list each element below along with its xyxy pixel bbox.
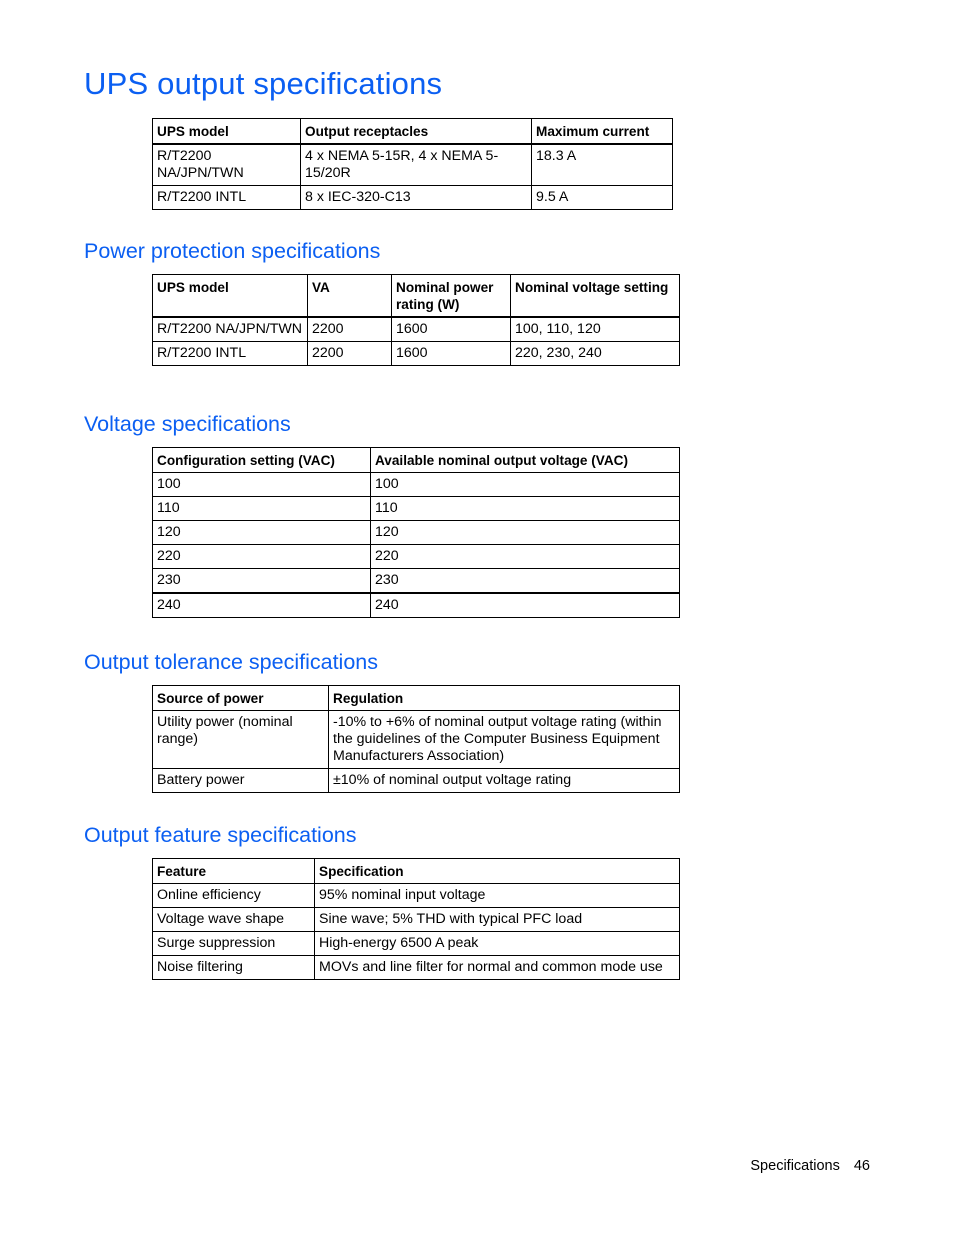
section-heading-output-feature: Output feature specifications: [84, 823, 357, 847]
table-cell: 95% nominal input voltage: [315, 884, 680, 908]
column-header: Maximum current: [532, 119, 673, 145]
table-row: [153, 317, 680, 342]
table-cell: 8 x IEC-320-C13: [301, 186, 532, 210]
column-header: Available nominal output voltage (VAC): [371, 448, 680, 473]
table-cell: 100, 110, 120: [511, 317, 680, 342]
table-header-row: [153, 119, 673, 145]
table-cell: 9.5 A: [532, 186, 673, 210]
table-row: [153, 186, 673, 210]
table-header-row: [153, 859, 680, 884]
output-feature-table: [152, 858, 680, 980]
table-cell: 220, 230, 240: [511, 342, 680, 366]
table-cell: Surge suppression: [153, 932, 315, 956]
table-row: [153, 956, 680, 980]
table-row: [153, 711, 680, 769]
section-heading-output-tolerance: Output tolerance specifications: [84, 650, 378, 674]
table-cell: 18.3 A: [532, 144, 673, 186]
section-heading-voltage: Voltage specifications: [84, 412, 291, 436]
table-header-row: [153, 448, 680, 473]
table-cell: Utility power (nominal range): [153, 711, 329, 769]
table-cell: 230: [153, 569, 371, 594]
voltage-table: [152, 447, 680, 618]
table-cell: 100: [371, 473, 680, 497]
table-row: [153, 932, 680, 956]
table-row: [153, 473, 680, 497]
table-cell: 230: [371, 569, 680, 594]
table-cell: R/T2200 NA/JPN/TWN: [153, 317, 308, 342]
table-row: [153, 884, 680, 908]
table-cell: Sine wave; 5% THD with typical PFC load: [315, 908, 680, 932]
table-cell: 2200: [308, 317, 392, 342]
section-heading-power-protection: Power protection specifications: [84, 239, 381, 263]
ups-output-table: [152, 118, 673, 210]
table-cell: Voltage wave shape: [153, 908, 315, 932]
table-cell: 2200: [308, 342, 392, 366]
table-row: [153, 569, 680, 594]
table-cell: 4 x NEMA 5-15R, 4 x NEMA 5-15/20R: [301, 144, 532, 186]
table-row: [153, 545, 680, 569]
table-cell: Battery power: [153, 769, 329, 793]
table-row: [153, 769, 680, 793]
power-protection-table: [152, 274, 680, 366]
table-cell: R/T2200 INTL: [153, 186, 301, 210]
column-header: Output receptacles: [301, 119, 532, 145]
output-tolerance-table: [152, 685, 680, 793]
table-cell: 240: [371, 593, 680, 618]
table-row: [153, 908, 680, 932]
table-cell: 120: [153, 521, 371, 545]
table-row: [153, 521, 680, 545]
page-number: 46: [853, 1158, 870, 1174]
column-header: UPS model: [153, 119, 301, 145]
table-cell: 240: [153, 593, 371, 618]
table-cell: 220: [153, 545, 371, 569]
table-cell: 110: [153, 497, 371, 521]
table-cell: 220: [371, 545, 680, 569]
column-header: Nominal voltage setting: [511, 275, 680, 318]
column-header: Source of power: [153, 686, 329, 711]
page-footer: [750, 1158, 870, 1174]
column-header: UPS model: [153, 275, 308, 318]
table-cell: 120: [371, 521, 680, 545]
table-cell: Online efficiency: [153, 884, 315, 908]
table-cell: 1600: [392, 317, 511, 342]
column-header: Specification: [315, 859, 680, 884]
footer-section-name: Specifications: [750, 1158, 840, 1174]
table-cell: 110: [371, 497, 680, 521]
table-cell: Noise filtering: [153, 956, 315, 980]
table-cell: MOVs and line filter for normal and common mode use: [315, 956, 680, 980]
table-row: [153, 342, 680, 366]
page-title: UPS output specifications: [84, 66, 443, 101]
table-cell: -10% to +6% of nominal output voltage rating (within the guidelines of the Computer Business Equipment Manufacturers Association): [329, 711, 680, 769]
table-cell: 100: [153, 473, 371, 497]
column-header: Configuration setting (VAC): [153, 448, 371, 473]
table-row: [153, 593, 680, 618]
table-cell: ±10% of nominal output voltage rating: [329, 769, 680, 793]
column-header: Nominal power rating (W): [392, 275, 511, 318]
table-cell: High-energy 6500 A peak: [315, 932, 680, 956]
table-row: [153, 144, 673, 186]
table-header-row: [153, 275, 680, 318]
column-header: Feature: [153, 859, 315, 884]
table-header-row: [153, 686, 680, 711]
column-header: VA: [308, 275, 392, 318]
column-header: Regulation: [329, 686, 680, 711]
table-cell: R/T2200 NA/JPN/TWN: [153, 144, 301, 186]
table-cell: R/T2200 INTL: [153, 342, 308, 366]
table-cell: 1600: [392, 342, 511, 366]
table-row: [153, 497, 680, 521]
